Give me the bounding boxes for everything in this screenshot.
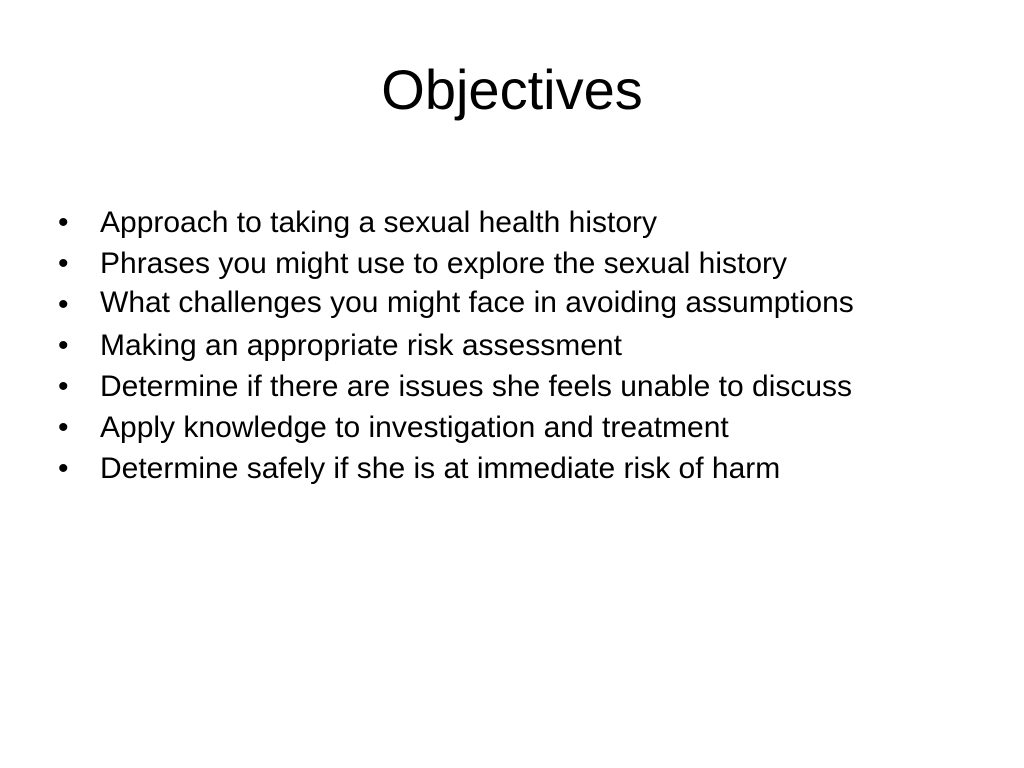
bullet-list <box>58 206 978 493</box>
bullet-icon: • <box>58 247 69 280</box>
list-item <box>58 370 978 404</box>
bullet-text: Apply knowledge to investigation and treatment <box>100 411 729 444</box>
list-item <box>58 329 978 363</box>
bullet-text: Determine safely if she is at immediate risk of harm <box>100 452 781 485</box>
bullet-text: Making an appropriate risk assessment <box>100 329 622 362</box>
bullet-text: Determine if there are issues she feels unable to discuss <box>100 370 853 403</box>
bullet-icon: • <box>58 206 69 239</box>
list-item <box>58 288 978 322</box>
bullet-icon: • <box>58 411 69 444</box>
bullet-icon: • <box>58 452 69 485</box>
bullet-text: Phrases you might use to explore the sexual history <box>100 247 788 280</box>
list-item <box>58 411 978 445</box>
bullet-text: Approach to taking a sexual health history <box>100 206 658 239</box>
list-item <box>58 206 978 240</box>
bullet-text: What challenges you might face in avoiding assumptions <box>100 286 854 319</box>
bullet-icon: • <box>58 370 69 403</box>
bullet-icon: • <box>58 329 69 362</box>
slide-title: Objectives <box>381 58 643 121</box>
list-item <box>58 452 978 486</box>
list-item <box>58 247 978 281</box>
bullet-icon: • <box>58 288 69 321</box>
